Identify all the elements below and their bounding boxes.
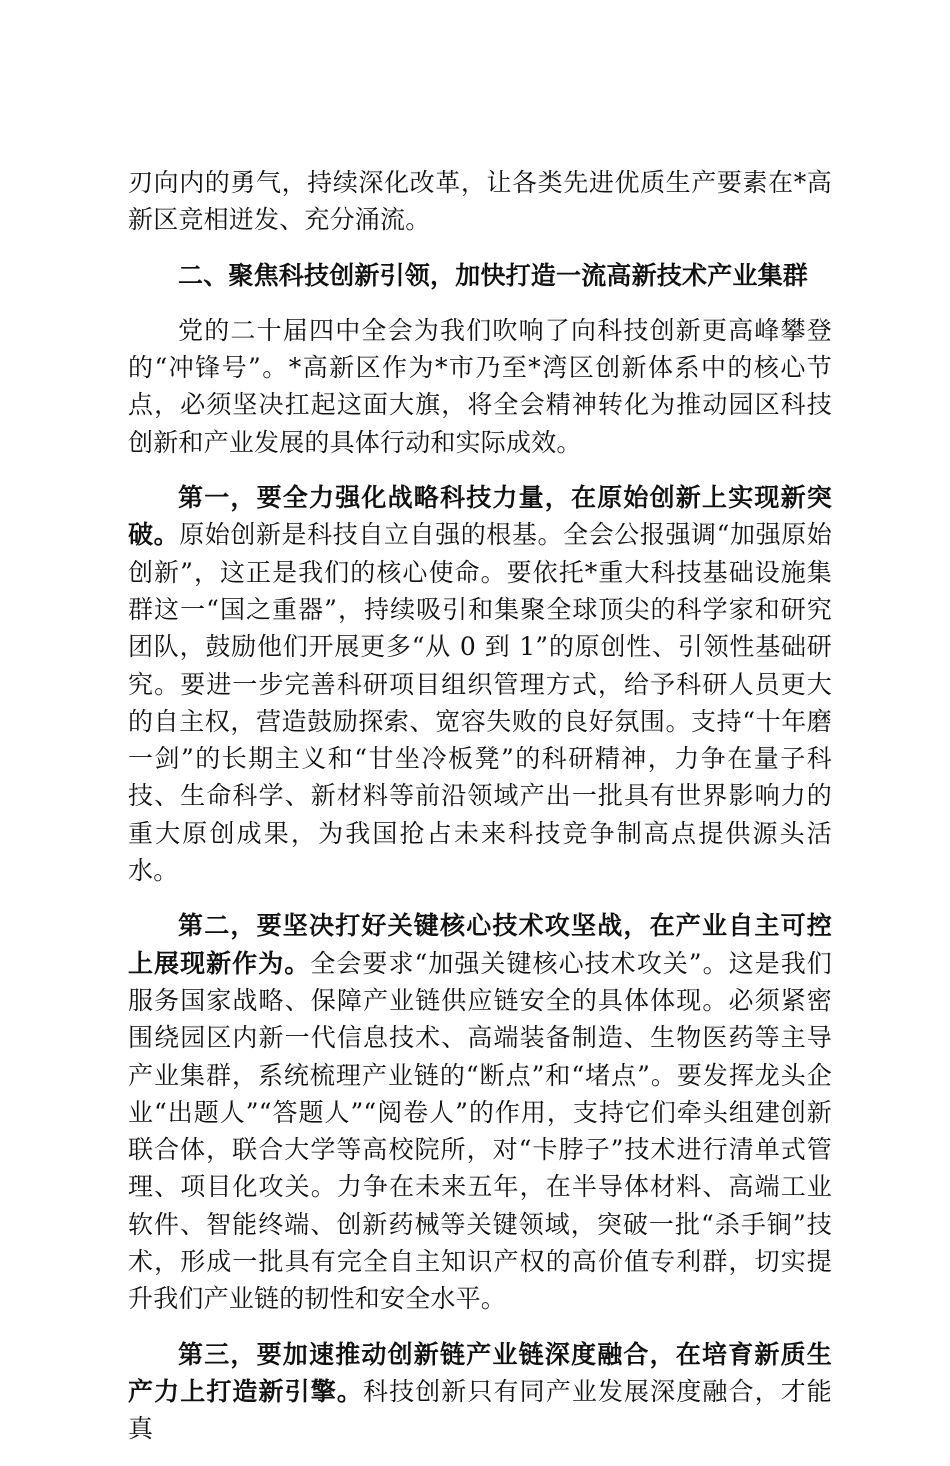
paragraph-intro: 党的二十届四中全会为我们吹响了向科技创新更高峰攀登的“冲锋号”。*高新区作为*市乃至*湾区创新体系中的核心节点，必须坚决扛起这面大旗，将全会精神转化为推动园区科技创新和产业发展的具体行动和实际成效。 <box>128 315 832 457</box>
paragraph-point-2 <box>128 907 832 1317</box>
paragraph-point-3 <box>128 1336 832 1448</box>
section-heading: 二、聚焦科技创新引领，加快打造一流高新技术产业集群 <box>178 260 809 290</box>
point-3-lead: 第三，要加速推动创新链产业链深度融合，在培育新质生产力上打造新引擎。 <box>128 1339 832 1406</box>
document-body <box>128 164 832 1466</box>
paragraph-point-1 <box>128 479 832 889</box>
point-2-lead: 第二，要坚决打好关键核心技术攻坚战，在产业自主可控上展现新作为。 <box>128 911 832 978</box>
point-1-lead: 第一，要全力强化战略科技力量，在原始创新上实现新突破。 <box>128 483 832 550</box>
point-3-body: 科技创新只有同产业发展深度融合，才能真 <box>128 1376 832 1444</box>
point-1-body: 原始创新是科技自立自强的根基。全会公报强调“加强原始创新”，这正是我们的核心使命。要依托*重大科技基础设施集群这一“国之重器”，持续吸引和集聚全球顶尖的科学家和研究团队，鼓励他们开展更多“从 0 到 1”的原创性、引领性基础研究。要进一步完善科研项目组织管理方式，给予科研人员更大的自主权，营造鼓励探索、宽容失败的良好氛围。支持“十年磨一剑”的长期主义和“甘坐冷板凳”的科研精神，力争在量子科技、生命科学、新材料等前沿领域产出一批具有世界影响力的重大原创成果，为我国抢占未来科技竞争制高点提供源头活水。 <box>128 520 832 886</box>
point-2-body: 全会要求“加强关键核心技术攻关”。这是我们服务国家战略、保障产业链供应链安全的具体体现。必须紧密围绕园区内新一代信息技术、高端装备制造、生物医药等主导产业集群，系统梳理产业链的“断点”和“堵点”。要发挥龙头企业“出题人”“答题人”“阅卷人”的作用，支持它们牵头组建创新联合体，联合大学等高校院所，对“卡脖子”技术进行清单式管理、项目化攻关。力争在未来五年，在半导体材料、高端工业软件、智能终端、创新药械等关键领域，突破一批“杀手锏”技术，形成一批具有完全自主知识产权的高价值专利群，切实提升我们产业链的韧性和安全水平。 <box>128 948 833 1314</box>
paragraph-continuation: 刃向内的勇气，持续深化改革，让各类先进优质生产要素在*高新区竞相迸发、充分涌流。 <box>128 168 832 235</box>
